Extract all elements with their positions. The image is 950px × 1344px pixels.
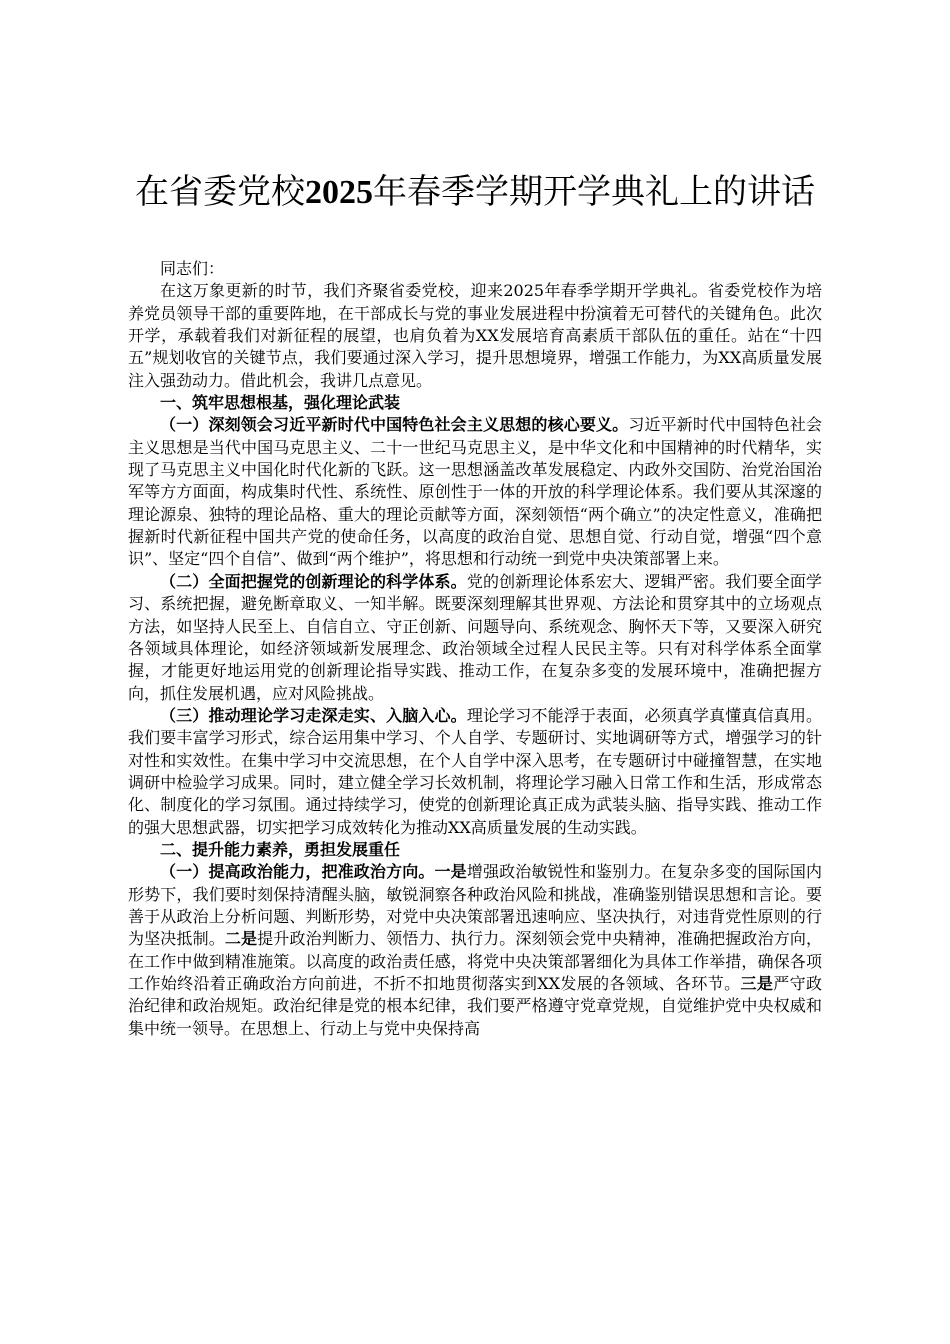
point-text-1: 增强政治敏锐性和鉴别力。在复杂多变的国际国内形势下，我们要时刻保持清醒头脑，敏锐洞察各种政治风险和挑战，准确鉴别错误思想和言论。要善于从政治上分析问题、判断形势，对党中央决策部署迅速响应、坚决执行，对违背党性原则的行为坚决抵制。 xyxy=(128,862,822,949)
section-heading-1: 一、筑牢思想根基，强化理论武装 xyxy=(160,393,401,413)
intro-paragraph: 在这万象更新的时节，我们齐聚省委党校，迎来2025年春季学期开学典礼。省委党校作为培养党员领导干部的重要阵地，在干部成长与党的事业发展进程中扮演着无可替代的关键角色。此次开学，承载着我们对新征程的展望，也肩负着为XX发展培育高素质干部队伍的重任。站在“十四五”规划收官的关键节点，我们要通过深入学习，提升思想境界，增强工作能力，为XX高质量发展注入强劲动力。借此机会，我讲几点意见。 xyxy=(128,281,822,390)
paragraph-text: 习近平新时代中国特色社会主义思想是当代中国马克思主义、二十一世纪马克思主义，是中华文化和中国精神的时代精华，实现了马克思主义中国化时代化新的飞跃。这一思想涵盖改革发展稳定、内政外交国防、治党治国治军等方方面面，构成集时代性、系统性、原创性于一体的开放的科学理论体系。我们要从其深邃的理论源泉、独特的理论品格、重大的理论贡献等方面，深刻领悟“两个确立”的决定性意义，准确把握新时代新征程中国共产党的使命任务，以高度的政治自觉、思想自觉、行动自觉，增强“四个意识”、坚定“四个自信”、做到“两个维护”，将思想和行动统一到党中央决策部署上来。 xyxy=(128,415,822,569)
paragraph-2-1 xyxy=(128,861,822,1040)
paragraph-lead: （三）推动理论学习走深走实、入脑入心。 xyxy=(160,705,467,725)
paragraph-1-2 xyxy=(128,571,822,705)
paragraph-text: 理论学习不能浮于表面，必须真学真懂真信真用。我们要丰富学习形式，综合运用集中学习、个人自学、专题研讨、实地调研等方式，增强学习的针对性和实效性。在集中学习中交流思想，在个人自学中深入思考，在专题研讨中碰撞智慧，在实地调研中检验学习成果。同时，建立健全学习长效机制，将理论学习融入日常工作和生活，形成常态化、制度化的学习氛围。通过持续学习，使党的创新理论真正成为武装头脑、指导实践、推动工作的强大思想武器，切实把学习成效转化为推动XX高质量发展的生动实践。 xyxy=(128,705,822,837)
paragraph-text: 党的创新理论体系宏大、逻辑严密。我们要全面学习、系统把握，避免断章取义、一知半解。既要深刻理解其世界观、方法论和贯穿其中的立场观点方法，如坚持人民至上、自信自立、守正创新、问题导向、系统观念、胸怀天下等，又要深入研究各领域具体理论，如经济领域新发展理念、政治领域全过程人民民主等。只有对科学体系全面掌握，才能更好地运用党的创新理论指导实践、推动工作，在复杂多变的发展环境中，准确把握方向，抓住发展机遇，应对风险挑战。 xyxy=(128,571,822,703)
paragraph-lead: （一）深刻领会习近平新时代中国特色社会主义思想的核心要义。 xyxy=(160,415,629,435)
point-text-2: 提升政治判断力、领悟力、执行力。深刻领会党中央精神，准确把握政治方向，在工作中做到精准施策。以高度的政治责任感，将党中央决策部署细化为具体工作举措，确保各项工作始终沿着正确政治方向前进，不折不扣地贯彻落实到XX发展的各领域、各环节。 xyxy=(128,929,822,993)
point-marker-2: 二是 xyxy=(224,929,258,949)
document-title xyxy=(130,168,820,217)
salutation: 同志们： xyxy=(160,259,225,278)
point-text-3: 严守政治纪律和政治规矩。政治纪律是党的根本纪律，我们要严格遵守党章党规，自觉维护党中央权威和集中统一领导。在思想上、行动上与党中央保持高 xyxy=(128,974,822,1038)
paragraph-lead: （二）全面把握党的创新理论的科学体系。 xyxy=(160,571,467,591)
point-marker-3: 三是 xyxy=(740,974,774,993)
title-year: 2025 xyxy=(305,174,373,211)
section-heading-2: 二、提升能力素养，勇担发展重任 xyxy=(160,839,401,859)
title-prefix: 在省委党校 xyxy=(135,172,305,212)
paragraph-1-3 xyxy=(128,705,822,839)
point-marker-1: 一是 xyxy=(434,862,467,882)
paragraph-lead: （一）提高政治能力，把准政治方向。 xyxy=(160,862,435,882)
paragraph-1-1 xyxy=(128,414,822,570)
title-suffix: 年春季学期开学典礼上的讲话 xyxy=(373,172,815,212)
document-body xyxy=(128,258,822,1040)
